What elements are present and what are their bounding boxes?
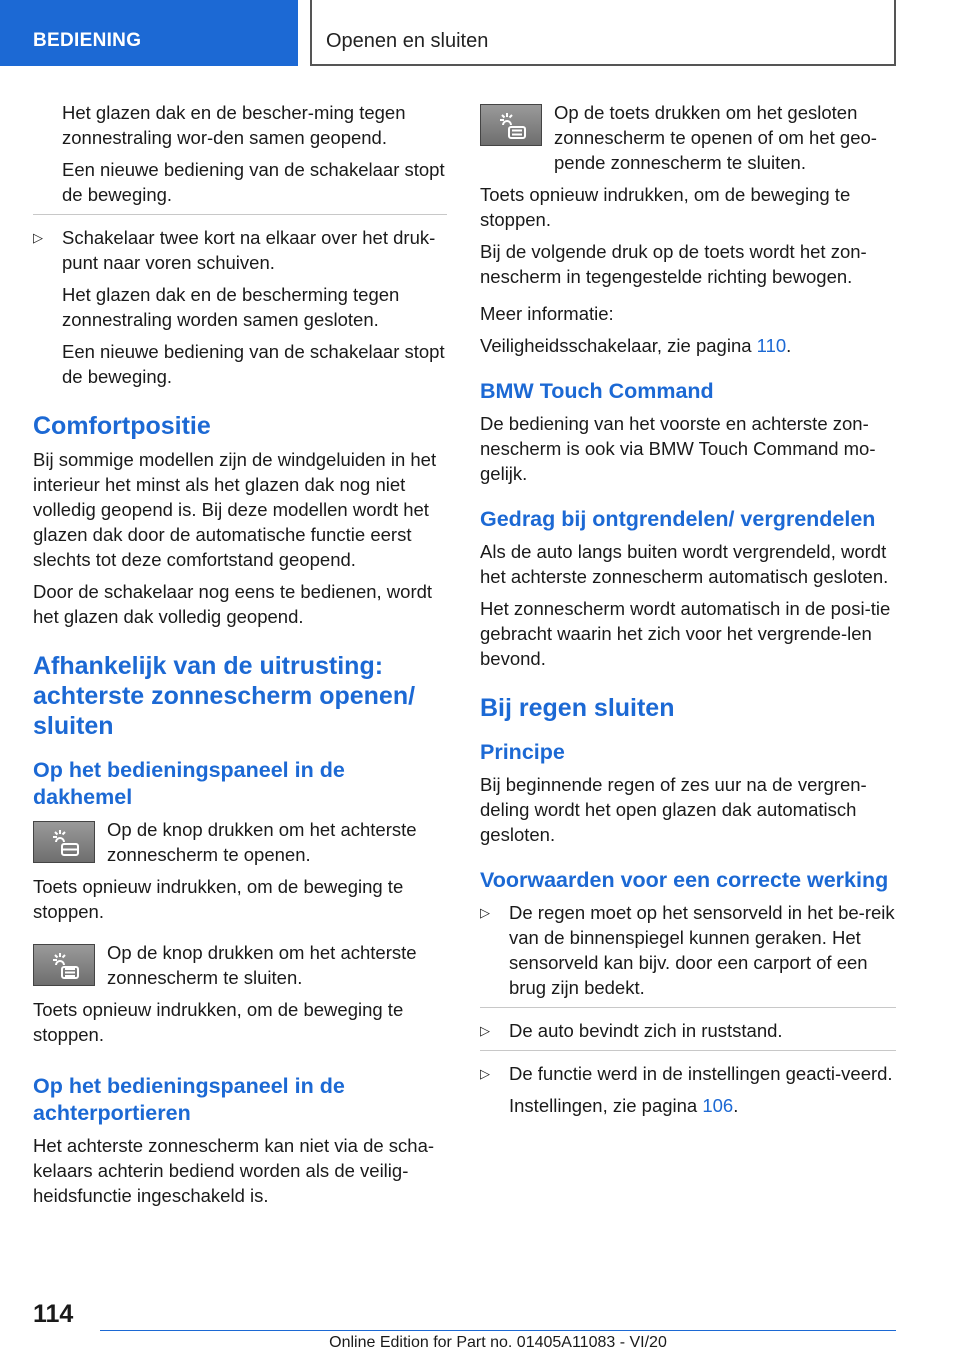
section-tab [0,0,298,66]
paragraph: Toets opnieuw indrukken, om de beweging te stoppen. [33,876,404,922]
reference-text: Veiligheidsschakelaar, zie pagina [480,335,752,356]
instruction-with-icon [480,100,896,175]
paragraph: Veiligheidsschakelaar, zie pagina 110. [480,335,792,356]
instruction-with-icon [33,940,447,990]
paragraph: Meer informatie: [480,303,614,324]
page-link-106[interactable]: 106 [702,1095,734,1116]
heading-afhankelijk: Afhankelijk van de uitrusting: achterste zonnescherm openen/ sluiten [33,652,416,740]
page-number: 114 [33,1300,74,1328]
paragraph: Het glazen dak en de bescherming tegen zonnestraling worden samen gesloten. [62,284,400,330]
footer-edition: Online Edition for Part no. 01405A11083 - VI/20 [329,1334,667,1351]
heading-voorwaarden: Voorwaarden voor een correcte werking [480,868,889,892]
left-column [33,100,447,1215]
list-item-text: De regen moet op het sensorveld in het be-reik van de binnenspiegel kunnen geraken. Het sensorveld kan bijv. door een carport of een brug zijn bedekt. [509,902,895,998]
sunshade-button-icon [33,944,95,986]
reference-text: Instellingen, zie pagina [509,1095,698,1116]
heading-achterportieren: Op het bedieningspaneel in de achterportieren [33,1074,345,1125]
paragraph: Op de knop drukken om het achterste zonnescherm te sluiten. [107,942,417,988]
page-link-110[interactable]: 110 [756,335,787,356]
paragraph: Toets opnieuw indrukken, om de beweging te stoppen. [33,999,404,1045]
triangle-bullet-icon: ▷ [480,905,490,920]
paragraph: Op de knop drukken om het achterste zonnescherm te openen. [107,819,417,865]
instruction-with-icon [33,817,447,867]
chapter-title: Openen en sluiten [326,30,489,52]
paragraph: Het achterste zonnescherm kan niet via de scha-kelaars achterin bediend worden als de veilig-heidsfunctie ingeschakeld is. [33,1135,435,1206]
right-column [480,100,896,1125]
paragraph: Een nieuwe bediening van de schakelaar stopt de beweging. [62,341,445,387]
list-item [480,900,896,1000]
chapter-tab [310,0,896,66]
heading-dakhemel: Op het bedieningspaneel in de dakhemel [33,758,345,809]
divider [480,1007,896,1008]
list-item [33,225,447,275]
triangle-bullet-icon: ▷ [480,1066,490,1081]
list-item-text: Schakelaar twee kort na elkaar over het druk-punt naar voren schuiven. [62,227,436,273]
paragraph: Bij de volgende druk op de toets wordt het zon-nescherm in tegengestelde richting bewogen. [480,241,867,287]
paragraph: Als de auto langs buiten wordt vergrendeld, wordt het achterste zonnescherm automatisch gesloten. [480,541,889,587]
paragraph: Het zonnescherm wordt automatisch in de posi-tie gebracht waarin het zich voor het vergrende-len bevond. [480,598,891,669]
heading-comfortpositie: Comfortpositie [33,412,211,440]
paragraph: Bij beginnende regen of zes uur na de vergren-deling wordt het open glazen dak automatisch gesloten. [480,774,867,845]
paragraph: Toets opnieuw indrukken, om de beweging te stoppen. [480,184,851,230]
paragraph: Door de schakelaar nog eens te bedienen, wordt het glazen dak volledig geopend. [33,581,433,627]
section-title: BEDIENING [33,30,142,51]
triangle-bullet-icon: ▷ [33,230,43,245]
heading-regen: Bij regen sluiten [480,694,675,722]
list-item [480,1018,896,1043]
paragraph: De bediening van het voorste en achterste zon-nescherm is ook via BMW Touch Command mo-gelijk. [480,413,876,484]
list-item-text: De functie werd in de instellingen geacti-veerd. [509,1063,893,1084]
paragraph: Instellingen, zie pagina 106. [509,1095,739,1116]
sunshade-button-icon [480,104,542,146]
paragraph-text: Op de toets drukken om het gesloten zonnescherm te openen of om het geo-pende zonnescherm te sluiten. [554,102,877,173]
triangle-bullet-icon: ▷ [480,1023,490,1038]
divider [480,1050,896,1051]
heading-gedrag: Gedrag bij ontgrendelen/ vergrendelen [480,507,876,531]
heading-principe: Principe [480,740,565,764]
list-item-text: De auto bevindt zich in ruststand. [509,1020,783,1041]
paragraph: Het glazen dak en de bescher-ming tegen zonnestraling wor-den samen geopend. [62,102,406,148]
page-header [0,0,960,66]
footer-divider [100,1330,896,1331]
paragraph: Bij sommige modellen zijn de windgeluiden in het interieur het minst als het glazen dak nog niet volledig geopend is. Bij deze modellen wordt het glazen dak door de automatische functie eerst slechts tot deze comfortstand geopend. [33,449,437,570]
heading-touch-command: BMW Touch Command [480,379,714,403]
list-item [480,1061,896,1086]
sunshade-button-icon [33,821,95,863]
divider [33,214,447,215]
paragraph: Een nieuwe bediening van de schakelaar stopt de beweging. [62,159,445,205]
